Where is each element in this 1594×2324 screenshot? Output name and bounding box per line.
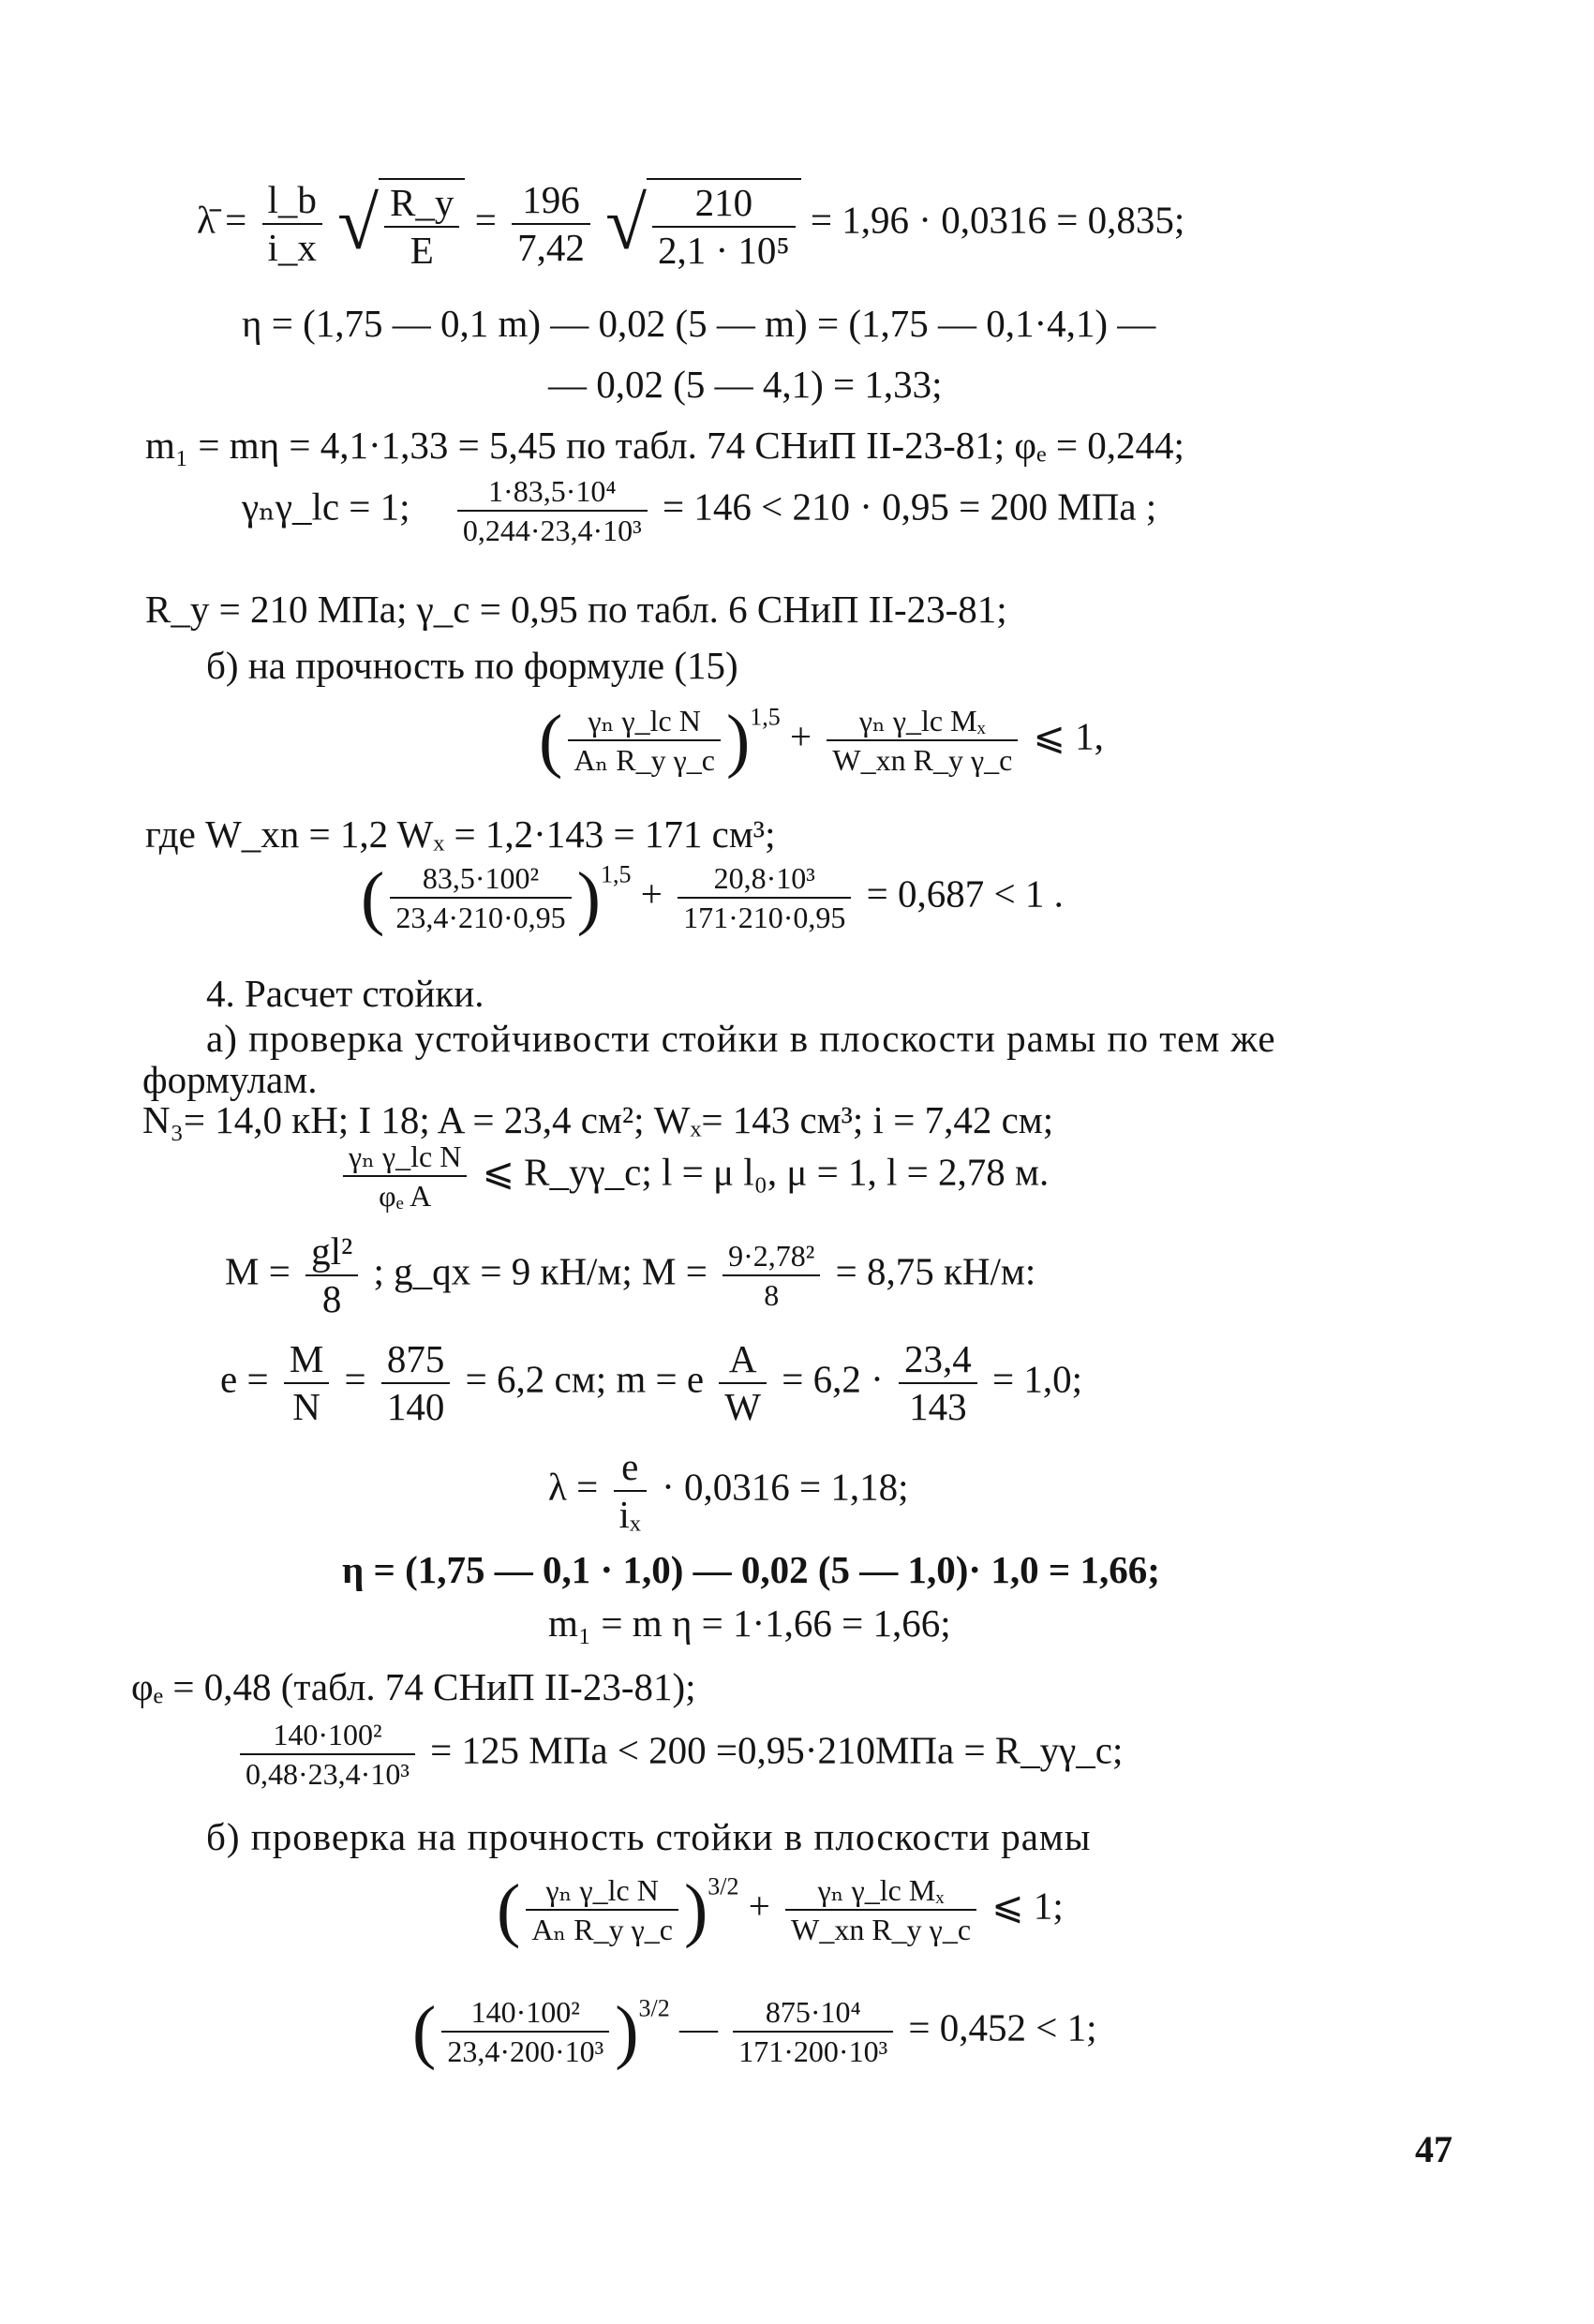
fraction: $\frac{\text{γₙ γ\_lc N}}{\text{Aₙ R\_y γ\_c}}$ bbox=[568, 706, 721, 775]
fraction: $\frac{A}{W}$ bbox=[719, 1340, 767, 1426]
formula-strength-numeric: ( $\frac{\text{83,5·100²}}{23,4\cdot 210\cdot 0,95}$ )$^{1,5}$ + $\frac{\text{20,8·10³}}{171\cdot 210\cdot 0,95}$ = 0,687 < 1 . bbox=[361, 858, 1064, 937]
square-root: √ $\frac{R\_y}{E}$ bbox=[337, 178, 465, 270]
section-heading: 4. Расчет стойки. bbox=[206, 972, 484, 1015]
fraction: $\frac{210}{\text{2,1 · 10⁵}}$ bbox=[652, 184, 796, 270]
fraction: $\frac{196}{7,42}$ bbox=[512, 181, 590, 267]
formula-strength-column-numeric: ( $\frac{\text{140·100²}}{\text{23,4·200·10³}}$ )$^{3/2}$ — $\frac{\text{875·10⁴}}{\text{171·200·10³}}$ = 0,452 < 1; bbox=[412, 1992, 1097, 2071]
square-root: √ $\frac{210}{\text{2,1 · 10⁵}}$ bbox=[605, 178, 801, 270]
formula-m1: m₁ = mη = 4,1·1,33 = 5,45 по табл. 74 СНиП II-23-81; φₑ = 0,244; bbox=[145, 424, 1184, 467]
fraction: $\frac{\text{1·83,5·10⁴}}{\text{0,244·23,4·10³}}$ bbox=[457, 476, 648, 545]
paragraph-stability: а) проверка устойчивости стойки в плоскости рамы по тем же bbox=[206, 1017, 1276, 1060]
formula-ry: R_y = 210 МПа; γ_c = 0,95 по табл. 6 СНиП II-23-81; bbox=[145, 588, 1007, 631]
fraction: $\frac{\text{γₙ γ\_lc Mₓ}}{\text{W\_xn R\_y γ\_c}}$ bbox=[785, 1875, 976, 1944]
fraction: $\frac{\text{γₙ γ\_lc N}}{\text{Aₙ R\_y γ\_c}}$ bbox=[526, 1875, 678, 1944]
formula-eccentricity: e = $\frac{M}{N}$ = $\frac{875}{140}$ = 6,2 см; m = e $\frac{A}{W}$ = 6,2 · $\frac{23,4}{143}$ = 1,0; bbox=[220, 1337, 1083, 1428]
paragraph-strength: б) на прочность по формуле (15) bbox=[206, 644, 738, 687]
formula-wxn: где W_xn = 1,2 Wₓ = 1,2·143 = 171 см³; bbox=[145, 812, 776, 856]
formula-eta-column: η = (1,75 — 0,1 · 1,0) — 0,02 (5 — 1,0)· 1,0 = 1,66; bbox=[342, 1548, 1160, 1591]
fraction: $\frac{l\_b}{i\_x}$ bbox=[262, 181, 322, 267]
fraction: $\frac{\text{875·10⁴}}{\text{171·200·10³}}$ bbox=[733, 1997, 893, 2066]
formula-lhs: λ̄ = bbox=[197, 198, 247, 242]
formula-moment: M = $\frac{\text{gl²}}{8}$ ; g_qx = 9 кН/м; M = $\frac{\text{9·2,78²}}{8}$ = 8,75 кН/м: bbox=[225, 1229, 1036, 1320]
fraction: $\frac{R\_y}{E}$ bbox=[384, 184, 459, 270]
formula-stress-check: $\frac{\text{140·100²}}{\text{0,48·23,4·10³}}$ = 125 МПа < 200 =0,95·210МПа = R_yγ_c; bbox=[234, 1720, 1123, 1789]
paragraph-strength-column: б) проверка на прочность стойки в плоскости рамы bbox=[206, 1815, 1092, 1858]
fraction: $\frac{875}{140}$ bbox=[381, 1340, 451, 1426]
fraction: $\frac{\text{20,8·10³}}{171\cdot 210\cdot 0,95}$ bbox=[678, 863, 851, 932]
fraction: $\frac{\text{gl²}}{8}$ bbox=[305, 1232, 358, 1318]
page-number: 47 bbox=[1415, 2128, 1452, 2170]
fraction: $\frac{e}{\text{iₓ}}$ bbox=[614, 1448, 647, 1534]
formula-strength-general: ( $\frac{\text{γₙ γ\_lc N}}{\text{Aₙ R\_y γ\_c}}$ )$^{1,5}$ + $\frac{\text{γₙ γ\_lc Mₓ}}{\text{W\_xn R\_y γ\_c}}$ ⩽ 1, bbox=[539, 701, 1104, 780]
formula-m1-column: m₁ = m η = 1·1,66 = 1,66; bbox=[548, 1601, 951, 1645]
fraction: $\frac{M}{N}$ bbox=[284, 1340, 329, 1426]
fraction: $\frac{\text{140·100²}}{\text{0,48·23,4·10³}}$ bbox=[240, 1720, 415, 1789]
formula-lambda-bar: λ̄ = $\frac{l\_b}{i\_x}$ √ $\frac{R\_y}{E}$ = $\frac{196}{7,42}$ √ $\frac{210}{\text{2,1 · 10⁵}}$ = 1,96 · 0,0316 = 0,835; bbox=[197, 178, 1185, 272]
formula-gamma-check: γₙγ_lc = 1; $\frac{\text{1·83,5·10⁴}}{\text{0,244·23,4·10³}}$ = 146 < 210 · 0,95 = 200 МПа ; bbox=[242, 474, 1157, 547]
formula-strength-column-general: ( $\frac{\text{γₙ γ\_lc N}}{\text{Aₙ R\_y γ\_c}}$ )$^{3/2}$ + $\frac{\text{γₙ γ\_lc Mₓ}}{\text{W\_xn R\_y γ\_c}}$ ⩽ 1; bbox=[497, 1870, 1064, 1949]
fraction: $\frac{\text{γₙ γ\_lc Mₓ}}{\text{W\_xn R\_y γ\_c}}$ bbox=[827, 706, 1018, 775]
formula-n3-params: N₃= 14,0 кН; I 18; A = 23,4 см²; Wₓ= 143 см³; i = 7,42 см; bbox=[142, 1098, 1054, 1141]
fraction: $\frac{\text{140·100²}}{\text{23,4·200·10³}}$ bbox=[441, 1997, 609, 2066]
formula-eta: η = (1,75 — 0,1 m) — 0,02 (5 — m) = (1,75 — 0,1·4,1) — bbox=[242, 302, 1156, 345]
formula-eta-cont: — 0,02 (5 — 4,1) = 1,33; bbox=[548, 363, 943, 406]
formula-stability-check: $\frac{\text{γₙ γ\_lc N}}{\text{φₑ A}}$ ⩽ R_yγ_c; l = μ l₀, μ = 1, l = 2,78 м. bbox=[337, 1141, 1049, 1211]
fraction: $\frac{23,4}{143}$ bbox=[899, 1340, 977, 1426]
fraction: $\frac{\text{83,5·100²}}{23,4\cdot 210\cdot 0,95}$ bbox=[390, 863, 571, 932]
fraction: $\frac{\text{9·2,78²}}{8}$ bbox=[723, 1241, 820, 1310]
fraction: $\frac{\text{γₙ γ\_lc N}}{\text{φₑ A}}$ bbox=[343, 1141, 467, 1211]
formula-phi-e: φₑ = 0,48 (табл. 74 СНиП II-23-81); bbox=[131, 1665, 696, 1708]
paragraph-stability-cont: формулам. bbox=[142, 1058, 318, 1101]
formula-lambda: λ = $\frac{e}{\text{iₓ}}$ · 0,0316 = 1,18; bbox=[548, 1445, 909, 1536]
